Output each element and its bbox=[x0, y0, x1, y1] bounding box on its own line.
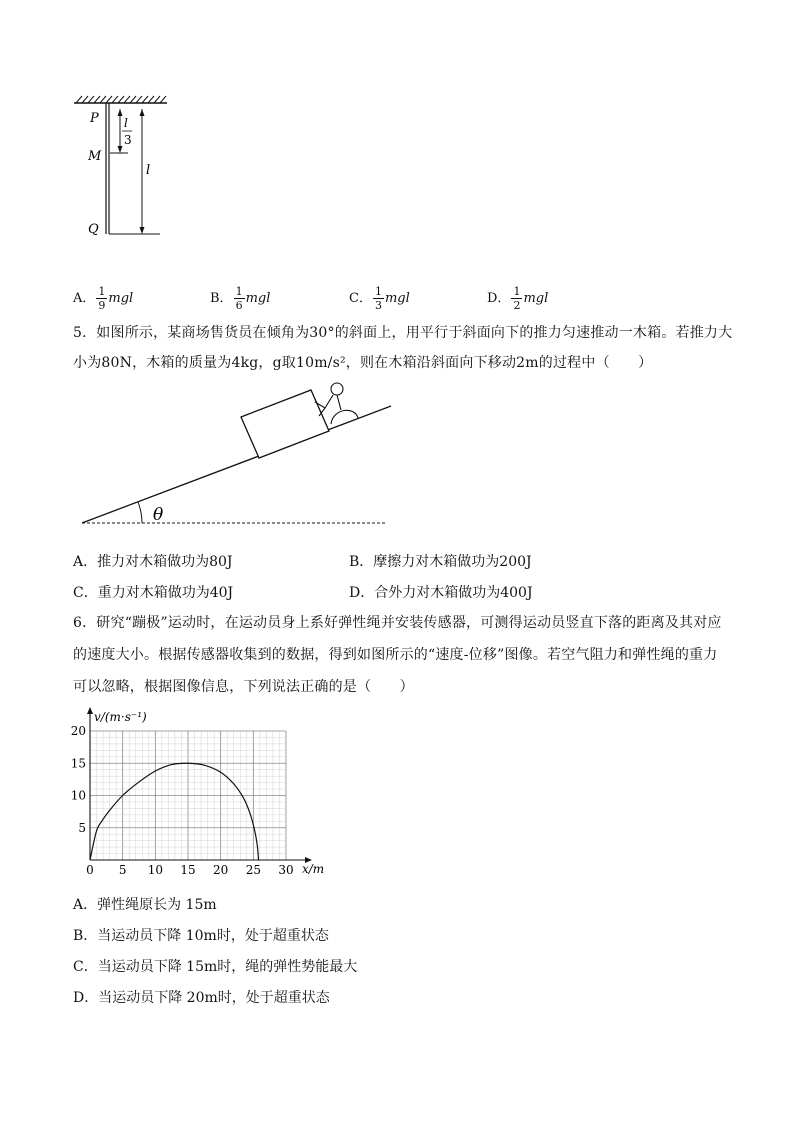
q5-option-b[interactable]: B．摩擦力对木箱做功为200J bbox=[349, 554, 532, 570]
x-tick-label: 20 bbox=[213, 863, 229, 877]
q5-option-d[interactable]: D．合外力对木箱做功为400J bbox=[349, 585, 533, 601]
frac-den: 9 bbox=[98, 299, 106, 312]
q6-option-a[interactable]: A．弹性绳原长为 15m bbox=[73, 897, 217, 913]
option-letter: B． bbox=[210, 291, 233, 306]
velocity-displacement-chart bbox=[66, 705, 336, 877]
q4-option-d[interactable] bbox=[487, 285, 548, 312]
frac-den: 3 bbox=[374, 299, 382, 312]
q5-option-a[interactable]: A．推力对木箱做功为80J bbox=[73, 554, 233, 570]
option-text: mgl bbox=[384, 291, 410, 306]
option-text: mgl bbox=[245, 291, 271, 306]
theta-label: θ bbox=[153, 505, 164, 525]
q6-option-c[interactable]: C．当运动员下降 15m时，绳的弹性势能最大 bbox=[73, 959, 358, 975]
frac-num: 1 bbox=[374, 285, 382, 298]
frac-num: 1 bbox=[513, 285, 521, 298]
q4-label-l3-den: 3 bbox=[124, 133, 132, 147]
y-tick-label: 20 bbox=[70, 724, 86, 738]
option-letter: D． bbox=[487, 291, 511, 306]
q5-stem-line2: 小为80N，木箱的质量为4kg，g取10m/s²，则在木箱沿斜面向下移动2m的过程中（ ） bbox=[73, 355, 653, 371]
frac-den: 2 bbox=[513, 299, 521, 312]
q4-figure bbox=[70, 95, 180, 240]
q4-option-b[interactable] bbox=[210, 285, 270, 312]
frac-den: 6 bbox=[235, 299, 243, 312]
q6-option-b[interactable]: B．当运动员下降 10m时，处于超重状态 bbox=[73, 928, 329, 944]
frac-num: 1 bbox=[98, 285, 106, 298]
x-tick-label: 0 bbox=[86, 863, 94, 877]
q4-label-q: Q bbox=[88, 222, 99, 237]
option-letter: A． bbox=[73, 291, 96, 306]
q6-stem-line3: 可以忽略，根据图像信息，下列说法正确的是（ ） bbox=[73, 679, 414, 695]
option-letter: C． bbox=[349, 291, 372, 306]
q4-label-l: l bbox=[146, 163, 151, 178]
x-tick-label: 30 bbox=[278, 863, 294, 877]
wooden-box bbox=[241, 390, 329, 458]
chart-tick-labels bbox=[71, 724, 294, 877]
y-tick-label: 15 bbox=[70, 756, 86, 771]
q4-option-a[interactable] bbox=[73, 285, 133, 312]
q5-incline-figure bbox=[75, 378, 395, 530]
q5-stem-line1: 5．如图所示，某商场售货员在倾角为30°的斜面上，用平行于斜面向下的推力匀速推动一木箱。若推力大 bbox=[73, 325, 733, 341]
q4-label-l3-num: l bbox=[124, 116, 128, 130]
chart-xlabel: x/m bbox=[302, 862, 325, 876]
y-axis-arrow bbox=[87, 707, 93, 714]
q5-option-c[interactable]: C．重力对木箱做功为40J bbox=[73, 585, 234, 601]
x-tick-label: 15 bbox=[180, 863, 196, 877]
y-tick-label: 5 bbox=[78, 820, 86, 835]
option-text: mgl bbox=[108, 291, 134, 306]
y-tick-label: 10 bbox=[70, 788, 86, 803]
option-text: mgl bbox=[523, 291, 549, 306]
chart-series-line bbox=[90, 763, 259, 860]
x-tick-label: 10 bbox=[147, 863, 163, 877]
chart-axes bbox=[87, 707, 312, 863]
q6-stem-line1: 6．研究“蹦极”运动时，在运动员身上系好弹性绳并安装传感器，可测得运动员竖直下落的距离及其对应 bbox=[73, 615, 722, 631]
q6-stem-line2: 的速度大小。根据传感器收集到的数据，得到如图所示的“速度-位移”图像。若空气阻力和弹性绳的重力 bbox=[73, 647, 718, 663]
chart-ylabel: v/(m·s⁻¹) bbox=[94, 710, 147, 724]
q4-label-p: P bbox=[90, 111, 99, 126]
q4-label-m: M bbox=[88, 149, 102, 164]
q4-option-c[interactable] bbox=[349, 285, 410, 312]
x-tick-label: 25 bbox=[245, 863, 261, 877]
q6-option-d[interactable]: D．当运动员下降 20m时，处于超重状态 bbox=[73, 990, 330, 1006]
x-tick-label: 5 bbox=[118, 863, 127, 877]
frac-num: 1 bbox=[235, 285, 243, 298]
